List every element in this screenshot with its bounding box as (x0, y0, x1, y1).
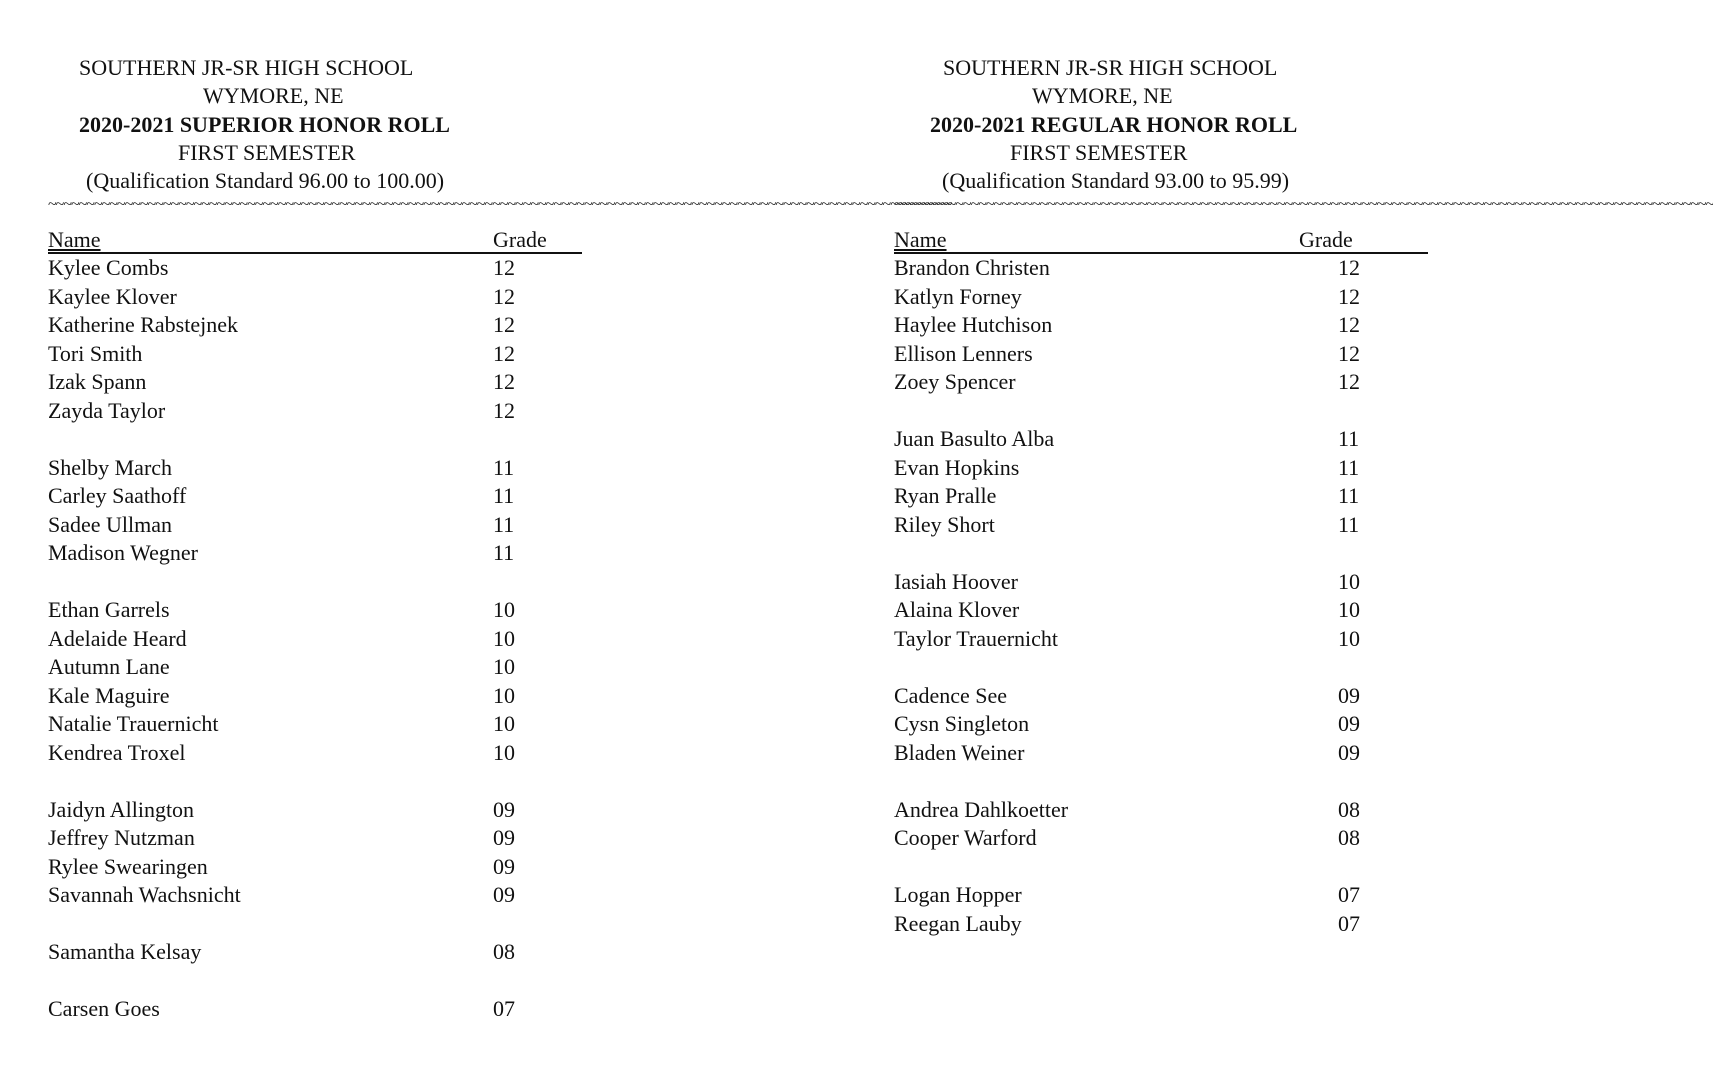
grade-group-spacer (894, 397, 1454, 426)
student-name: Cadence See (894, 682, 1007, 708)
grade-group-spacer (48, 425, 608, 454)
student-row (48, 682, 608, 711)
student-grade: 11 (1338, 511, 1360, 537)
student-grade: 10 (493, 739, 515, 765)
student-name: Haylee Hutchison (894, 312, 1053, 337)
semester-label: FIRST SEMESTER (1010, 140, 1188, 165)
student-grade: 09 (493, 853, 515, 879)
student-grade: 12 (493, 255, 515, 280)
student-grade: 12 (1338, 340, 1360, 366)
student-name: Riley Short (894, 511, 995, 537)
student-grade: 09 (1338, 682, 1360, 708)
superior-header (48, 54, 952, 214)
grade-group-spacer (894, 539, 1454, 568)
student-row (894, 710, 1454, 739)
student-row (48, 938, 608, 967)
student-name: Juan Basulto Alba (894, 426, 1055, 451)
student-row (48, 397, 608, 426)
student-grade: 11 (493, 483, 515, 508)
student-name: Sadee Ullman (48, 511, 173, 537)
student-grade: 09 (1338, 711, 1360, 736)
semester-label: FIRST SEMESTER (178, 140, 356, 165)
student-name: Katherine Rabstejnek (48, 312, 238, 337)
student-grade: 10 (493, 597, 515, 622)
superior-student-list (48, 254, 608, 1024)
student-grade: 10 (493, 682, 515, 708)
student-name: Ethan Garrels (48, 597, 170, 622)
student-row (894, 254, 1454, 283)
grade-group-spacer (894, 767, 1454, 796)
name-column-header: Name (48, 227, 101, 252)
student-grade: 11 (493, 511, 515, 537)
school-location: WYMORE, NE (203, 83, 344, 108)
student-name: Taylor Trauernicht (894, 625, 1059, 651)
student-grade: 07 (493, 996, 515, 1021)
qualification-standard: (Qualification Standard 96.00 to 100.00) (86, 168, 445, 193)
student-row (894, 682, 1454, 711)
student-grade: 10 (1338, 597, 1360, 622)
student-grade: 08 (1338, 825, 1360, 850)
student-row (894, 796, 1454, 825)
student-grade: 12 (1338, 255, 1360, 280)
student-name: Savannah Wachsnicht (48, 882, 241, 907)
student-grade: 11 (1338, 426, 1360, 451)
student-name: Kaylee Klover (48, 283, 177, 309)
student-grade: 09 (493, 796, 515, 822)
grade-group-spacer (894, 653, 1454, 682)
student-grade: 11 (493, 454, 515, 480)
student-row (48, 824, 608, 853)
name-column-header: Name (894, 227, 947, 252)
student-grade: 12 (493, 340, 515, 366)
honor-roll-title: 2020-2021 REGULAR HONOR ROLL (930, 112, 1298, 137)
qualification-standard: (Qualification Standard 93.00 to 95.99) (942, 168, 1290, 193)
student-row (894, 425, 1454, 454)
student-grade: 12 (1338, 283, 1360, 309)
student-grade: 07 (1338, 910, 1360, 936)
grade-group-spacer (48, 568, 608, 597)
regular-header (894, 54, 1713, 214)
student-name: Ryan Pralle (894, 483, 997, 508)
student-name: Ellison Lenners (894, 340, 1033, 366)
tilde-divider: ~~~~~~~~~~~~~~~~~~~~~~~~~~~~~~~~~~~~~~~~~~~~~~~~~~~~~~~~~~~~~~~~~~~~~~~~~~~~~~~~~~~~~~~~~~~~~~~~~~~~~~~~~~~~~~~~~~~~~~ (48, 196, 952, 213)
school-location: WYMORE, NE (1032, 83, 1173, 108)
student-grade: 08 (493, 939, 515, 964)
student-name: Shelby March (48, 454, 173, 480)
student-grade: 11 (1338, 454, 1360, 480)
student-row (894, 368, 1454, 397)
student-grade: 11 (1338, 483, 1360, 508)
student-name: Kendrea Troxel (48, 739, 186, 765)
grade-column-header: Grade (1299, 227, 1353, 252)
student-grade: 10 (493, 625, 515, 651)
regular-honor-roll-panel (894, 54, 1713, 936)
student-row (48, 482, 608, 511)
student-grade: 12 (493, 369, 515, 394)
student-row (48, 368, 608, 397)
student-row (48, 311, 608, 340)
student-name: Carsen Goes (48, 996, 160, 1021)
student-row (48, 710, 608, 739)
student-row (48, 739, 608, 768)
column-header (48, 228, 582, 254)
student-name: Alaina Klover (894, 597, 1020, 622)
student-grade: 10 (493, 654, 515, 679)
student-name: Zayda Taylor (48, 397, 166, 423)
student-row (48, 340, 608, 369)
student-row (894, 625, 1454, 654)
student-row (48, 796, 608, 825)
honor-roll-title: 2020-2021 SUPERIOR HONOR ROLL (79, 112, 450, 137)
student-grade: 12 (493, 312, 515, 337)
student-row (894, 568, 1454, 597)
grade-column-header: Grade (493, 227, 547, 252)
student-name: Kale Maguire (48, 682, 170, 708)
student-row (48, 454, 608, 483)
student-row (48, 625, 608, 654)
student-name: Cooper Warford (894, 825, 1037, 850)
grade-group-spacer (48, 767, 608, 796)
student-grade: 10 (1338, 625, 1360, 651)
student-row (48, 853, 608, 882)
student-grade: 11 (493, 540, 515, 565)
student-row (48, 596, 608, 625)
student-name: Zoey Spencer (894, 369, 1016, 394)
student-name: Kylee Combs (48, 255, 169, 280)
student-name: Brandon Christen (894, 255, 1050, 280)
student-name: Iasiah Hoover (894, 568, 1019, 594)
student-name: Samantha Kelsay (48, 939, 202, 964)
student-row (894, 739, 1454, 768)
student-name: Natalie Trauernicht (48, 711, 219, 736)
student-row (894, 881, 1454, 910)
student-row (48, 995, 608, 1024)
student-grade: 12 (1338, 369, 1360, 394)
student-row (894, 596, 1454, 625)
student-row (48, 539, 608, 568)
student-name: Evan Hopkins (894, 454, 1020, 480)
student-row (894, 482, 1454, 511)
column-header (894, 228, 1428, 254)
student-name: Jaidyn Allington (48, 796, 195, 822)
regular-student-list (894, 254, 1454, 938)
student-row (48, 653, 608, 682)
student-row (48, 881, 608, 910)
student-grade: 12 (1338, 312, 1360, 337)
student-row (894, 910, 1454, 939)
student-grade: 12 (493, 397, 515, 423)
student-row (894, 340, 1454, 369)
student-name: Madison Wegner (48, 540, 198, 565)
student-grade: 09 (493, 825, 515, 850)
student-name: Bladen Weiner (894, 739, 1025, 765)
student-name: Logan Hopper (894, 882, 1022, 907)
student-grade: 07 (1338, 882, 1360, 907)
school-name: SOUTHERN JR-SR HIGH SCHOOL (79, 55, 414, 80)
student-row (48, 511, 608, 540)
grade-group-spacer (894, 853, 1454, 882)
grade-group-spacer (48, 910, 608, 939)
student-grade: 09 (493, 882, 515, 907)
student-row (894, 824, 1454, 853)
student-row (894, 511, 1454, 540)
student-grade: 12 (493, 283, 515, 309)
student-grade: 09 (1338, 739, 1360, 765)
grade-group-spacer (48, 967, 608, 996)
student-name: Reegan Lauby (894, 910, 1022, 936)
student-name: Izak Spann (48, 369, 147, 394)
student-row (894, 283, 1454, 312)
student-grade: 08 (1338, 796, 1360, 822)
student-name: Tori Smith (48, 340, 143, 366)
tilde-divider: ~~~~~~~~~~~~~~~~~~~~~~~~~~~~~~~~~~~~~~~~~~~~~~~~~~~~~~~~~~~~~~~~~~~~~~~~~~~~~~~~~~~~~~~~~~~~~~~~~~~~~~~~~~~ (894, 196, 1713, 213)
student-grade: 10 (1338, 568, 1360, 594)
student-name: Adelaide Heard (48, 625, 187, 651)
student-grade: 10 (493, 711, 515, 736)
student-name: Carley Saathoff (48, 483, 187, 508)
school-name: SOUTHERN JR-SR HIGH SCHOOL (943, 55, 1278, 80)
student-row (48, 254, 608, 283)
student-name: Katlyn Forney (894, 283, 1022, 309)
student-name: Rylee Swearingen (48, 853, 208, 879)
student-name: Autumn Lane (48, 654, 170, 679)
student-row (894, 311, 1454, 340)
student-row (48, 283, 608, 312)
student-name: Andrea Dahlkoetter (894, 796, 1069, 822)
student-row (894, 454, 1454, 483)
student-name: Jeffrey Nutzman (48, 825, 195, 850)
student-name: Cysn Singleton (894, 711, 1030, 736)
